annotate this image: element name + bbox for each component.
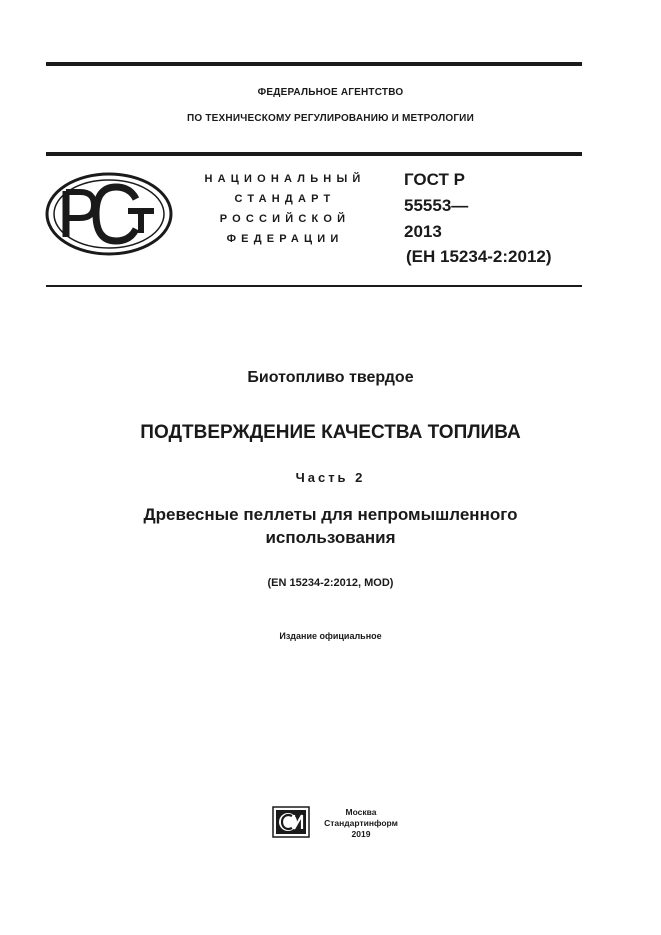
standartinform-logo-icon bbox=[272, 806, 310, 838]
designation-rule bbox=[46, 285, 582, 287]
national-standard-line2: СТАНДАРТ bbox=[234, 193, 336, 205]
subtitle-line2: использования bbox=[265, 528, 396, 547]
national-standard-line1: НАЦИОНАЛЬНЫЙ bbox=[204, 173, 366, 185]
rst-logo-icon bbox=[44, 171, 174, 257]
part-label: Часть 2 bbox=[295, 470, 366, 485]
edition-note: Издание официальное bbox=[279, 631, 382, 641]
national-standard-line4: ФЕДЕРАЦИИ bbox=[226, 233, 344, 245]
subject-title: Биотопливо твердое bbox=[247, 369, 414, 386]
agency-name-line2: ПО ТЕХНИЧЕСКОМУ РЕГУЛИРОВАНИЮ И МЕТРОЛОГИИ bbox=[187, 113, 474, 124]
designation-line2: 55553— bbox=[404, 196, 469, 215]
national-standard-line3: РОССИЙСКОЙ bbox=[219, 213, 351, 225]
publication-year: 2019 bbox=[351, 829, 371, 839]
publisher-name: Стандартинформ bbox=[324, 818, 398, 828]
publisher-city: Москва bbox=[345, 807, 377, 817]
top-rule bbox=[46, 62, 582, 66]
header-rule bbox=[46, 152, 582, 156]
designation-line3: 2013 bbox=[404, 222, 442, 241]
agency-name-line1: ФЕДЕРАЛЬНОЕ АГЕНТСТВО bbox=[257, 87, 404, 98]
main-title: ПОДТВЕРЖДЕНИЕ КАЧЕСТВА ТОПЛИВА bbox=[140, 422, 521, 443]
equivalence-note: (EN 15234-2:2012, MOD) bbox=[267, 577, 394, 589]
subtitle-line1: Древесные пеллеты для непромышленного bbox=[143, 505, 518, 524]
designation-line1: ГОСТ Р bbox=[404, 170, 465, 189]
designation-line4: (ЕН 15234-2:2012) bbox=[406, 247, 552, 266]
